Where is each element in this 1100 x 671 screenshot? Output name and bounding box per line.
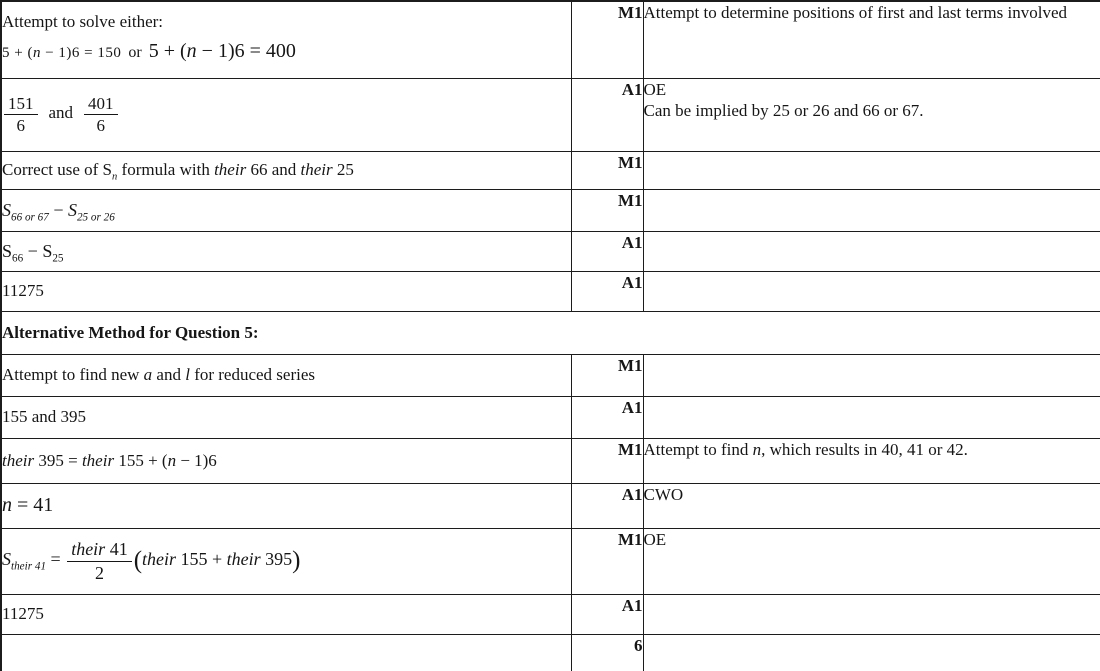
subscript: 25 or 26 [76, 211, 115, 224]
description-cell [1, 271, 571, 311]
variable-n: n [752, 439, 762, 459]
numerator: 401 [84, 94, 118, 115]
their-word: their [142, 549, 177, 570]
eq-text: = 41 [12, 494, 54, 516]
denominator: 6 [96, 116, 106, 135]
mark-cell: M1 [571, 189, 643, 231]
table-row [1, 483, 1100, 528]
table-row [1, 1, 1100, 78]
eq-text: 395 [260, 549, 293, 570]
table-row [1, 151, 1100, 189]
equals-sign: = [46, 549, 66, 570]
mark-cell: M1 [571, 438, 643, 483]
comment-cell [643, 151, 1100, 189]
equation [2, 539, 301, 583]
mark-cell: A1 [571, 483, 643, 528]
description-cell [1, 528, 571, 594]
comment-segment: , which results in 40, 41 or 42. [761, 439, 968, 459]
mark-cell: A1 [571, 231, 643, 271]
description-cell [1, 483, 571, 528]
comment-cell [643, 231, 1100, 271]
equation [2, 240, 64, 265]
sum-symbol: S [2, 549, 11, 570]
equation [2, 451, 217, 470]
minus-sign: − [23, 240, 43, 261]
table-row [1, 396, 1100, 438]
subscript-n: n [112, 171, 118, 183]
comment-cell [643, 483, 1100, 528]
comment-text: Attempt to determine positions of first and last terms involved [643, 3, 1068, 22]
comment-cell [643, 271, 1100, 311]
fraction [67, 539, 132, 582]
table-row [1, 528, 1100, 594]
variable-n: n [2, 494, 12, 516]
table-row [1, 438, 1100, 483]
description-cell [1, 151, 571, 189]
comment-cell [643, 354, 1100, 396]
table-row [1, 634, 1100, 671]
mark-cell: M1 [571, 528, 643, 594]
comment-cell [643, 528, 1100, 594]
sum-symbol: S [2, 240, 13, 261]
eq-text: 5 + ( [2, 45, 33, 62]
row-text: 66 and [246, 160, 301, 180]
comment-cell [643, 1, 1100, 78]
table-row [1, 594, 1100, 634]
comment-text: Can be implied by 25 or 26 and 66 or 67. [643, 100, 924, 120]
table-row [1, 311, 1100, 354]
equation [2, 199, 115, 224]
eq-text: 155 + [176, 549, 227, 570]
denominator: 2 [94, 562, 104, 583]
row-text: 11275 [2, 604, 44, 624]
description-cell [1, 231, 571, 271]
sum-symbol: S [67, 199, 77, 220]
row-text: 155 and 395 [2, 407, 87, 427]
comment-text: CWO [643, 484, 684, 504]
equation-line [2, 39, 571, 64]
row-text: Correct use of S [2, 160, 113, 180]
equation [2, 45, 121, 61]
mark-cell: A1 [571, 78, 643, 151]
comment-cell [643, 78, 1100, 151]
numerator: 151 [4, 94, 38, 115]
eq-text: 395 = [34, 450, 82, 470]
eq-text: 5 + ( [148, 40, 187, 63]
or-word: or [128, 44, 142, 62]
variable-a: a [143, 365, 153, 385]
their-word: their [2, 450, 35, 470]
description-cell [1, 78, 571, 151]
comment-cell [643, 594, 1100, 634]
fraction [84, 94, 118, 135]
description-cell [1, 634, 571, 671]
variable-n: n [167, 450, 177, 470]
comment-cell [643, 396, 1100, 438]
their-word: their [81, 450, 115, 470]
comment-segment: Attempt to find [643, 439, 753, 459]
sum-symbol: S [42, 240, 53, 261]
subscript: their 41 [11, 560, 47, 573]
variable-n: n [186, 40, 197, 63]
num-text: 41 [105, 539, 128, 560]
row-text: 25 [332, 160, 354, 180]
subscript: 66 [12, 252, 24, 265]
variable-l: l [185, 365, 190, 385]
alternative-method-header: Alternative Method for Question 5: [1, 311, 1100, 354]
table-row [1, 354, 1100, 396]
numerator [67, 539, 132, 561]
equation [2, 494, 53, 516]
sum-symbol: S [2, 199, 11, 220]
description-cell [1, 354, 571, 396]
eq-text: − 1)6 [176, 450, 217, 470]
row-text: Attempt to find new [2, 365, 144, 385]
mark-cell: A1 [571, 271, 643, 311]
close-paren: ) [292, 547, 301, 575]
row-text: 11275 [2, 281, 44, 301]
description-cell [1, 594, 571, 634]
comment-cell [643, 634, 1100, 671]
open-paren: ( [133, 547, 143, 575]
denominator: 6 [16, 116, 25, 135]
mark-cell: M1 [571, 354, 643, 396]
mark-cell: M1 [571, 1, 643, 78]
comment-cell [643, 189, 1100, 231]
mark-cell: M1 [571, 151, 643, 189]
mark-cell: A1 [571, 594, 643, 634]
subscript: 25 [52, 252, 64, 265]
table-row [1, 231, 1100, 271]
eq-text: − 1)6 = 400 [196, 40, 296, 63]
row-text: for reduced series [189, 365, 316, 385]
variable-n: n [32, 45, 41, 62]
table-row [1, 189, 1100, 231]
minus-sign: − [48, 199, 68, 220]
and-word: and [48, 103, 74, 123]
description-cell [1, 396, 571, 438]
comment-cell [643, 438, 1100, 483]
description-cell [1, 189, 571, 231]
comment-text [644, 439, 1100, 460]
comment-text: OE [643, 529, 667, 549]
table-row [1, 78, 1100, 151]
description-cell [1, 1, 571, 78]
equation [149, 40, 296, 62]
subscript: 66 or 67 [11, 211, 49, 224]
their-word: their [214, 160, 247, 180]
description-cell [1, 438, 571, 483]
total-marks-cell: 6 [571, 634, 643, 671]
mark-cell: A1 [571, 396, 643, 438]
row-text: formula with [117, 160, 215, 180]
eq-text: 155 + ( [114, 450, 168, 470]
their-word: their [300, 160, 333, 180]
row-text: and [152, 365, 186, 385]
table-row [1, 271, 1100, 311]
row-text: Attempt to solve either: [2, 12, 163, 31]
their-word: their [71, 539, 106, 560]
comment-text: OE [643, 79, 667, 99]
fraction [4, 94, 38, 135]
their-word: their [226, 549, 261, 570]
eq-text: − 1)6 = 150 [40, 45, 122, 62]
